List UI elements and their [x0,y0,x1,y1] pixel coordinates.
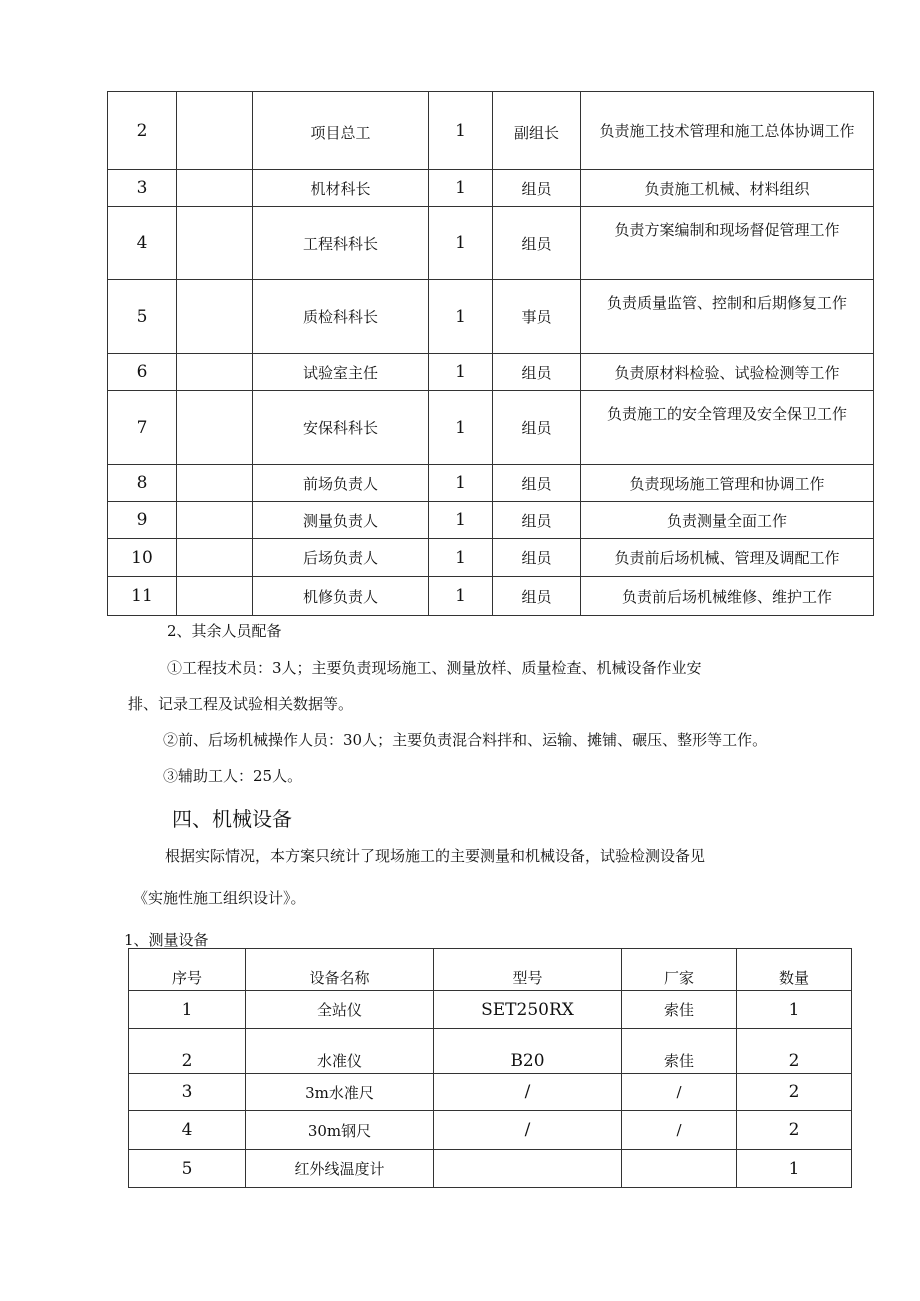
row-quantity: 2 [737,1074,852,1111]
table-row [108,465,874,502]
row-duty: 负责前后场机械维修、维护工作 [581,577,874,616]
item2: ②前、后场机械操作人员：30人；主要负责混合料拌和、运输、摊铺、碾压、整形等工作。 [163,731,768,749]
row-duty: 负责质量监管、控制和后期修复工作 [581,280,874,354]
row-position: 项目总工 [253,92,429,170]
row-count: 1 [429,577,493,616]
row-duty: 负责施工机械、材料组织 [581,170,874,207]
row-duty: 负责测量全面工作 [581,502,874,539]
row-model: / [434,1111,622,1150]
row-name [177,502,253,539]
row-name [177,391,253,465]
row-position: 机修负责人 [253,577,429,616]
table-row [108,577,874,616]
row-duty: 负责施工的安全管理及安全保卫工作 [581,391,874,465]
row-number: 8 [108,465,177,502]
row-name [177,577,253,616]
row-name: 全站仪 [246,991,434,1029]
row-duty: 负责原材料检验、试验检测等工作 [581,354,874,391]
row-maker: 索佳 [622,1029,737,1074]
row-name [177,207,253,280]
row-position: 前场负责人 [253,465,429,502]
row-number: 9 [108,502,177,539]
row-role: 组员 [493,391,581,465]
row-count: 1 [429,170,493,207]
row-role: 组员 [493,465,581,502]
item3: ③辅助工人：25人。 [163,767,303,785]
table-row [108,92,874,170]
table-row [129,1074,852,1111]
row-position: 后场负责人 [253,539,429,577]
row-count: 1 [429,391,493,465]
row-name: 红外线温度计 [246,1150,434,1188]
row-maker [622,1150,737,1188]
row-role: 组员 [493,539,581,577]
staff-table [107,91,874,616]
row-count: 1 [429,354,493,391]
table-row [108,170,874,207]
row-number: 10 [108,539,177,577]
header-number: 序号 [129,949,246,991]
row-role: 组员 [493,207,581,280]
table-row [108,391,874,465]
table-row [108,207,874,280]
row-name [177,354,253,391]
row-name [177,280,253,354]
row-duty: 负责施工技术管理和施工总体协调工作 [581,92,874,170]
item1-line1: ①工程技术员：3人；主要负责现场施工、测量放样、质量检查、机械设备作业安 [167,659,702,677]
row-number: 11 [108,577,177,616]
row-count: 1 [429,539,493,577]
row-duty: 负责方案编制和现场督促管理工作 [581,207,874,280]
row-duty: 负责现场施工管理和协调工作 [581,465,874,502]
row-quantity: 1 [737,991,852,1029]
row-name [177,539,253,577]
item1-line2: 排、记录工程及试验相关数据等。 [128,695,354,713]
row-role: 组员 [493,577,581,616]
row-quantity: 2 [737,1111,852,1150]
header-maker: 厂家 [622,949,737,991]
table-row [108,539,874,577]
row-maker: / [622,1111,737,1150]
row-role: 组员 [493,354,581,391]
table-row [129,1111,852,1150]
row-number: 5 [129,1150,246,1188]
table-row [129,1029,852,1074]
table-row [108,354,874,391]
row-duty: 负责前后场机械、管理及调配工作 [581,539,874,577]
table-header-row [129,949,852,991]
other-staff-title: 2、其余人员配备 [167,622,282,640]
row-number: 6 [108,354,177,391]
survey-title: 1、测量设备 [124,931,209,949]
row-name [177,92,253,170]
row-number: 1 [129,991,246,1029]
table-row [129,991,852,1029]
row-name: 3m水准尺 [246,1074,434,1111]
row-role: 组员 [493,502,581,539]
header-model: 型号 [434,949,622,991]
row-count: 1 [429,280,493,354]
row-position: 质检科科长 [253,280,429,354]
row-model: / [434,1074,622,1111]
table-row [108,280,874,354]
section-heading: 四、机械设备 [172,807,292,831]
row-position: 安保科科长 [253,391,429,465]
row-maker: / [622,1074,737,1111]
row-number: 4 [129,1111,246,1150]
row-model: SET250RX [434,991,622,1029]
header-quantity: 数量 [737,949,852,991]
table-row [129,1150,852,1188]
row-name: 30m钢尺 [246,1111,434,1150]
row-name [177,465,253,502]
header-name: 设备名称 [246,949,434,991]
intro-line2: 《实施性施工组织设计》。 [133,889,306,907]
row-maker: 索佳 [622,991,737,1029]
row-count: 1 [429,465,493,502]
row-name: 水准仪 [246,1029,434,1074]
row-quantity: 2 [737,1029,852,1074]
row-count: 1 [429,502,493,539]
row-quantity: 1 [737,1150,852,1188]
row-model: B20 [434,1029,622,1074]
row-number: 3 [108,170,177,207]
row-model [434,1150,622,1188]
row-position: 机材科长 [253,170,429,207]
row-role: 副组长 [493,92,581,170]
equipment-table [128,948,852,1188]
row-number: 5 [108,280,177,354]
row-number: 7 [108,391,177,465]
row-role: 事员 [493,280,581,354]
row-number: 3 [129,1074,246,1111]
row-name [177,170,253,207]
row-position: 工程科科长 [253,207,429,280]
row-count: 1 [429,207,493,280]
row-position: 试验室主任 [253,354,429,391]
table-row [108,502,874,539]
row-number: 4 [108,207,177,280]
row-number: 2 [108,92,177,170]
intro-line1: 根据实际情况，本方案只统计了现场施工的主要测量和机械设备，试验检测设备见 [165,847,706,865]
row-role: 组员 [493,170,581,207]
row-number: 2 [129,1029,246,1074]
row-count: 1 [429,92,493,170]
row-position: 测量负责人 [253,502,429,539]
